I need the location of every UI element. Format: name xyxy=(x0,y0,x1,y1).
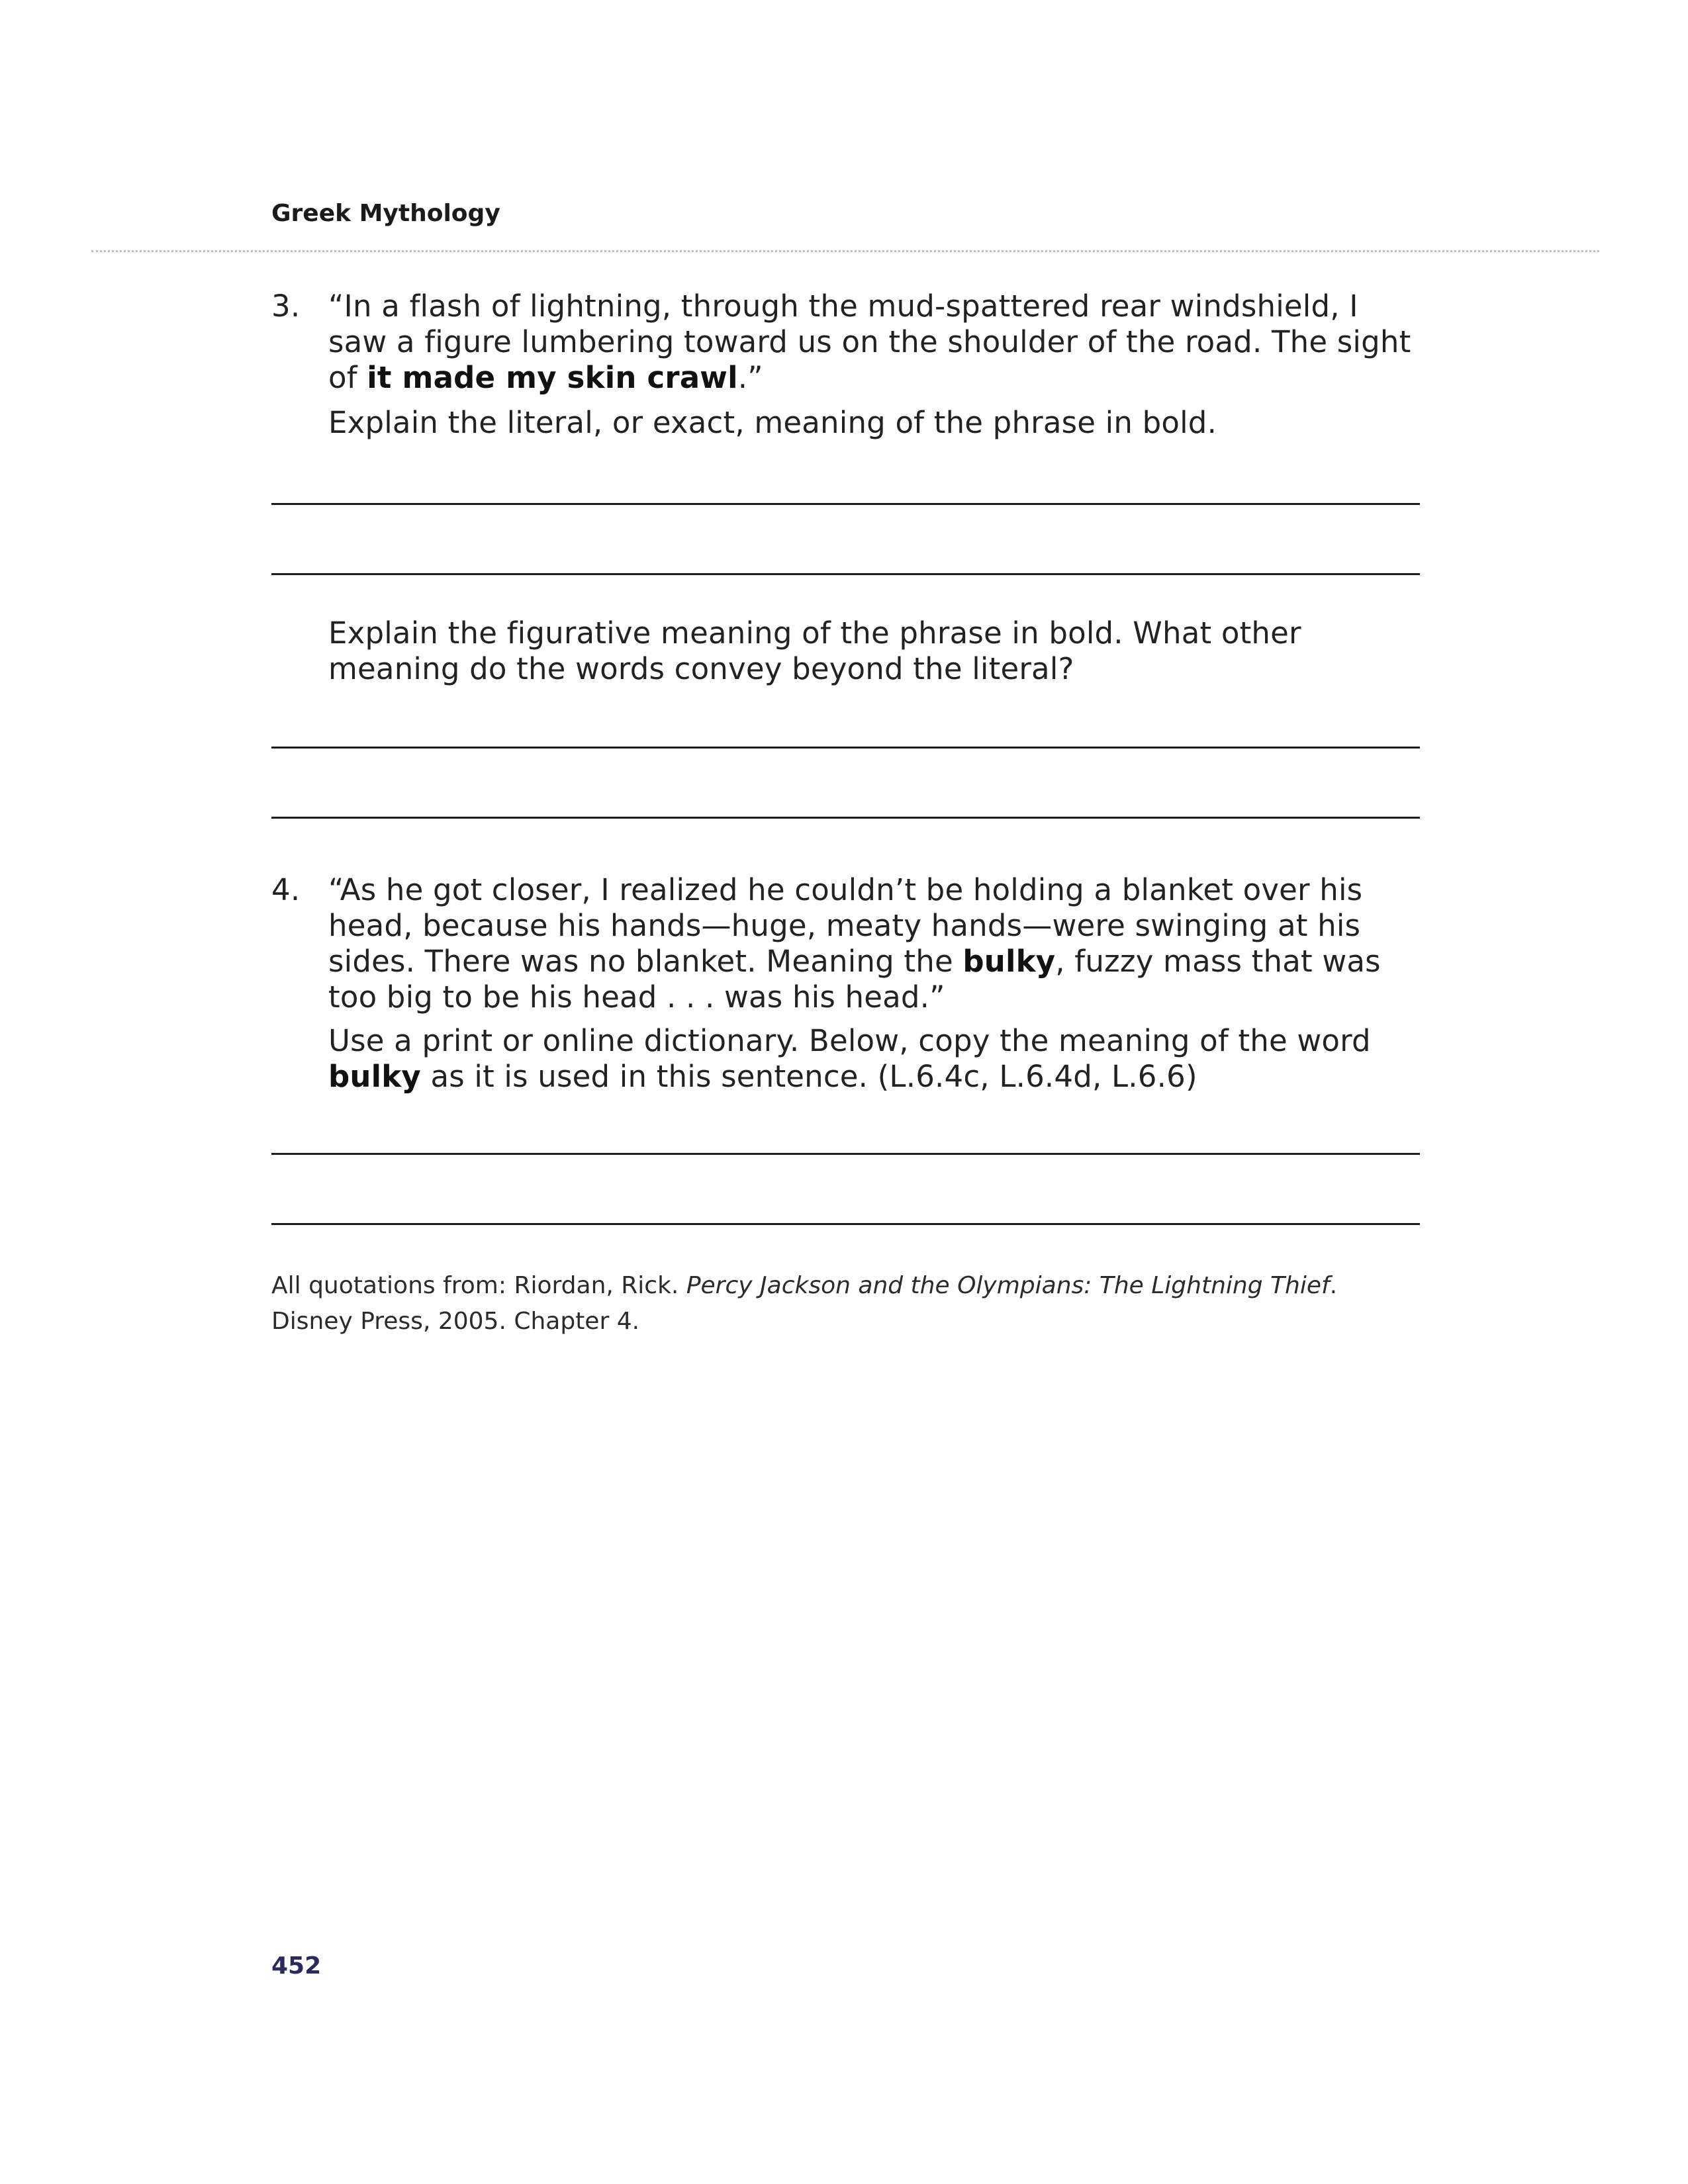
answer-line[interactable] xyxy=(271,747,1420,749)
question-3-prompt-literal: Explain the literal, or exact, meaning of the phrase in bold. xyxy=(328,405,1217,440)
bold-word: bulky xyxy=(962,944,1056,979)
citation-text: All quotations from: Riordan, Rick. xyxy=(271,1272,686,1299)
answer-line[interactable] xyxy=(271,1153,1420,1155)
header-divider xyxy=(91,250,1599,252)
prompt-text-end: as it is used in this sentence. (L.6.4c, L.6.4d, L.6.6) xyxy=(420,1059,1197,1094)
question-number: 3. xyxy=(271,289,301,324)
answer-line[interactable] xyxy=(271,817,1420,819)
question-number: 4. xyxy=(271,872,301,907)
bold-word: bulky xyxy=(328,1059,421,1094)
answer-line[interactable] xyxy=(271,503,1420,505)
prompt-text: Use a print or online dictionary. Below, copy the meaning of the word xyxy=(328,1023,1371,1058)
running-header-title: Greek Mythology xyxy=(271,200,500,227)
question-3-prompt-figurative: Explain the figurative meaning of the phrase in bold. What other meaning do the words convey beyond the literal? xyxy=(328,615,1301,686)
quote-text: “As he got closer, I realized he couldn’t be holding a blanket over his head, because his hands—huge, meaty hands—were swinging at his sides. There was no blanket. Meaning the xyxy=(328,872,1363,979)
answer-line[interactable] xyxy=(271,573,1420,575)
citation-text-end: . Disney Press, 2005. Chapter 4. xyxy=(271,1272,1338,1335)
question-4-prompt xyxy=(328,1023,1420,1095)
citation xyxy=(271,1268,1420,1340)
book-title: Percy Jackson and the Olympians: The Lightning Thief xyxy=(686,1272,1330,1299)
quote-text-end: , fuzzy mass that was too big to be his head . . . was his head.” xyxy=(328,944,1381,1015)
quote-text-end: .” xyxy=(737,360,763,395)
bold-phrase: it made my skin crawl xyxy=(367,360,738,395)
page-number: 452 xyxy=(271,1952,322,1979)
quote-text: “In a flash of lightning, through the mud-spattered rear windshield, I saw a figure lumbering toward us on the shoulder of the road. The sight of xyxy=(328,289,1411,395)
question-quote xyxy=(328,289,1420,396)
question-quote xyxy=(328,872,1420,1015)
answer-line[interactable] xyxy=(271,1223,1420,1225)
